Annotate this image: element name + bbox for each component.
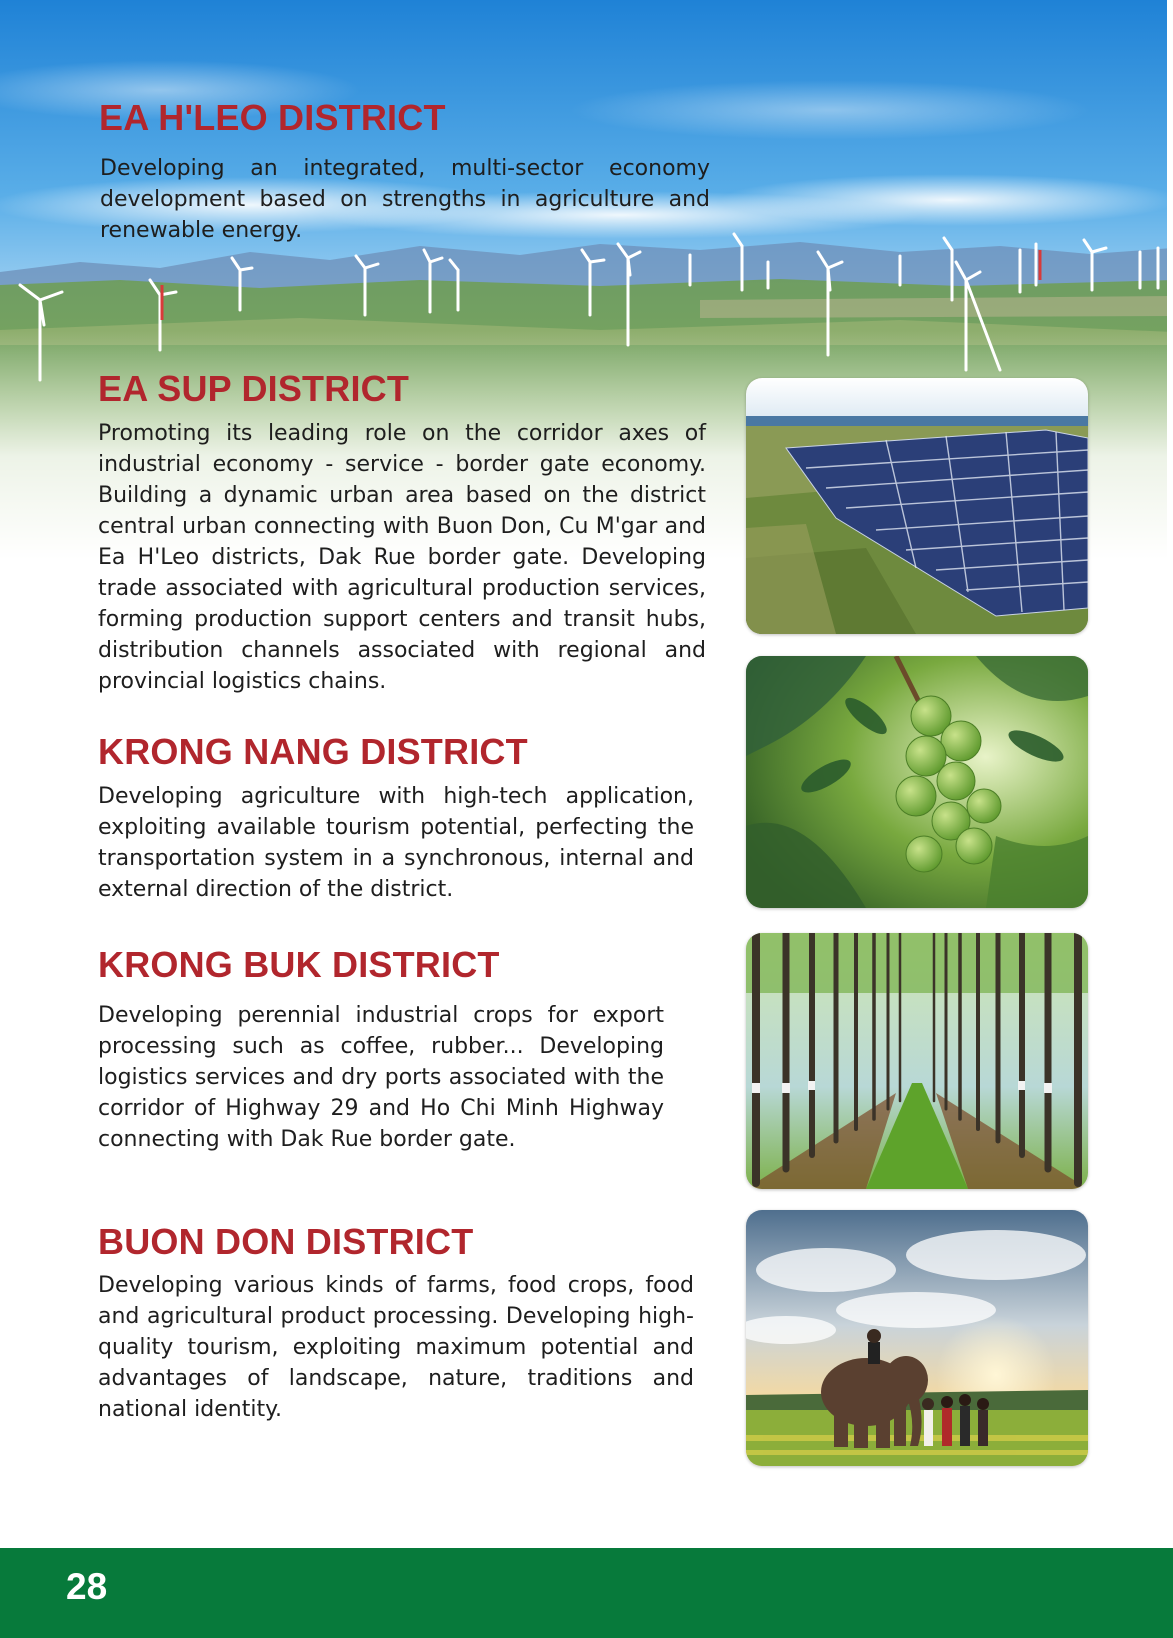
section-text-ea-sup: Promoting its leading role on the corridor axes of industrial economy - service - border gate economy. Building a dynamic urban area based on the district central urban connecting with Buon Don, Cu M'gar and Ea H'Leo districts, Dak Rue border gate. Developing trade associated with agricultural production services, forming production support centers and transit hubs, distribution channels associated with regional and provincial logistics chains. [98,421,706,694]
section-title-buon-don: BUON DON DISTRICT [98,1221,474,1262]
section-text-ea-hleo: Developing an integrated, multi-sector economy development based on strengths in agriculture and renewable energy. [100,156,710,243]
section-text-krong-buk: Developing perennial industrial crops for export processing such as coffee, rubber... Developing logistics services and dry ports associated with the corridor of Highway 29 and Ho Chi Minh Highway connecting with Dak Rue border gate. [98,1003,664,1152]
macadamia-nuts-photo [746,656,1088,908]
elephant-tourism-photo [746,1210,1088,1466]
section-title-ea-sup: EA SUP DISTRICT [98,368,410,409]
footer-bar [0,1548,1173,1638]
section-text-krong-nang: Developing agriculture with high-tech application, exploiting available tourism potential, perfecting the transportation system in a synchronous, internal and external direction of the district. [98,784,694,902]
page-right-edge [1167,0,1173,1548]
section-text-buon-don: Developing various kinds of farms, food crops, food and agricultural product processing. Developing high-quality tourism, exploiting maximum potential and advantages of landscape, nature, traditions and national identity. [98,1273,694,1422]
page-number: 28 [66,1566,108,1607]
section-title-krong-buk: KRONG BUK DISTRICT [98,944,500,985]
rubber-plantation-photo [746,933,1088,1189]
section-title-ea-hleo: EA H'LEO DISTRICT [99,97,446,138]
solar-farm-photo [746,378,1088,634]
section-title-krong-nang: KRONG NANG DISTRICT [98,731,528,772]
